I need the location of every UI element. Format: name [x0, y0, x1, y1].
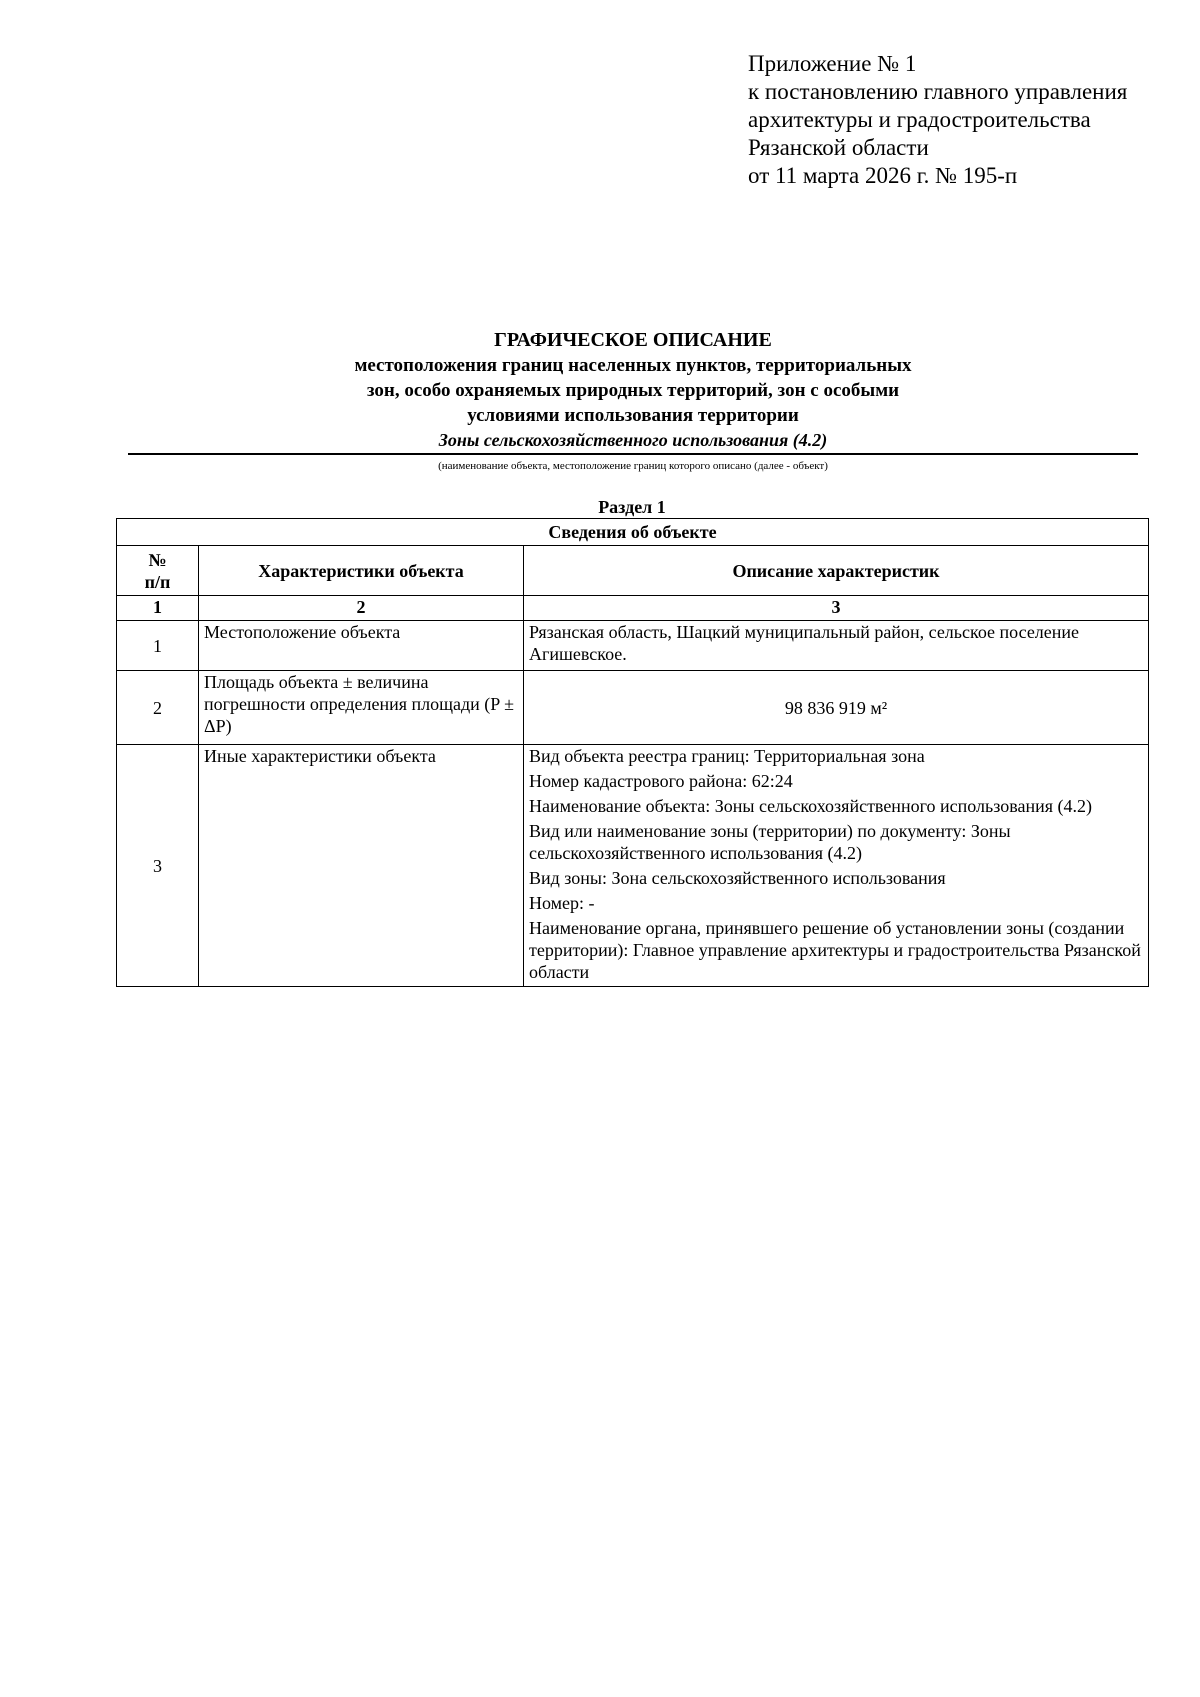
description-line: Вид зоны: Зона сельскохозяйственного использования [529, 868, 946, 888]
row-description: 98 836 919 м² [524, 671, 1149, 745]
row-characteristic: Площадь объекта ± величина погрешности определения площади (P ± ΔP) [199, 671, 524, 745]
row-number: 1 [117, 621, 199, 671]
table-title: Сведения об объекте [117, 519, 1149, 546]
column-number: 3 [524, 596, 1149, 621]
header-number-line: п/п [144, 571, 171, 592]
description-line: Номер: - [529, 893, 595, 913]
appendix-line: от 11 марта 2026 г. № 195-п [748, 163, 1018, 188]
header-number-line: № [148, 549, 167, 570]
document-heading [128, 328, 1138, 474]
document-title: ГРАФИЧЕСКОЕ ОПИСАНИЕ [494, 329, 772, 351]
header-number [117, 546, 199, 596]
appendix-block [748, 50, 1127, 190]
section-title: Раздел 1 [598, 497, 666, 517]
document-subtitle-line: зон, особо охраняемых природных территорий, зон с особыми [366, 380, 900, 401]
table-row [117, 671, 1149, 745]
table-row [117, 621, 1149, 671]
description-line: Номер кадастрового района: 62:24 [529, 771, 793, 791]
appendix-line: архитектуры и градостроительства [748, 107, 1091, 132]
header-description: Описание характеристик [524, 546, 1149, 596]
column-number: 1 [117, 596, 199, 621]
row-characteristic: Иные характеристики объекта [199, 745, 524, 987]
object-name: Зоны сельскохозяйственного использования (4.2) [438, 430, 828, 450]
description-line: Наименование органа, принявшего решение об установлении зоны (создании территории): Главное управление архитектуры и градостроительства Рязанской области [529, 918, 1141, 982]
row-description [524, 745, 1149, 987]
row-characteristic: Местоположение объекта [199, 621, 524, 671]
column-number-row [117, 596, 1149, 621]
appendix-line: к постановлению главного управления [748, 79, 1128, 104]
document-subtitle-line: местоположения границ населенных пунктов, территориальных [354, 355, 912, 376]
appendix-line: Рязанской области [748, 135, 929, 160]
document-subtitle-line: условиями использования территории [467, 405, 799, 426]
appendix-line: Приложение № 1 [748, 51, 917, 76]
description-line: Наименование объекта: Зоны сельскохозяйственного использования (4.2) [529, 796, 1093, 816]
object-info-table [116, 518, 1149, 987]
column-number: 2 [199, 596, 524, 621]
object-name-caption: (наименование объекта, местоположение границ которого описано (далее - объект) [438, 460, 828, 472]
row-description: Рязанская область, Шацкий муниципальный район, сельское поселение Агишевское. [524, 621, 1149, 671]
row-number: 3 [117, 745, 199, 987]
description-line: Вид или наименование зоны (территории) по документу: Зоны сельскохозяйственного использования (4.2) [529, 821, 1011, 863]
row-number: 2 [117, 671, 199, 745]
object-name-underline [128, 453, 1138, 455]
description-line: Вид объекта реестра границ: Территориальная зона [529, 746, 925, 766]
table-row [117, 745, 1149, 987]
header-characteristic: Характеристики объекта [199, 546, 524, 596]
